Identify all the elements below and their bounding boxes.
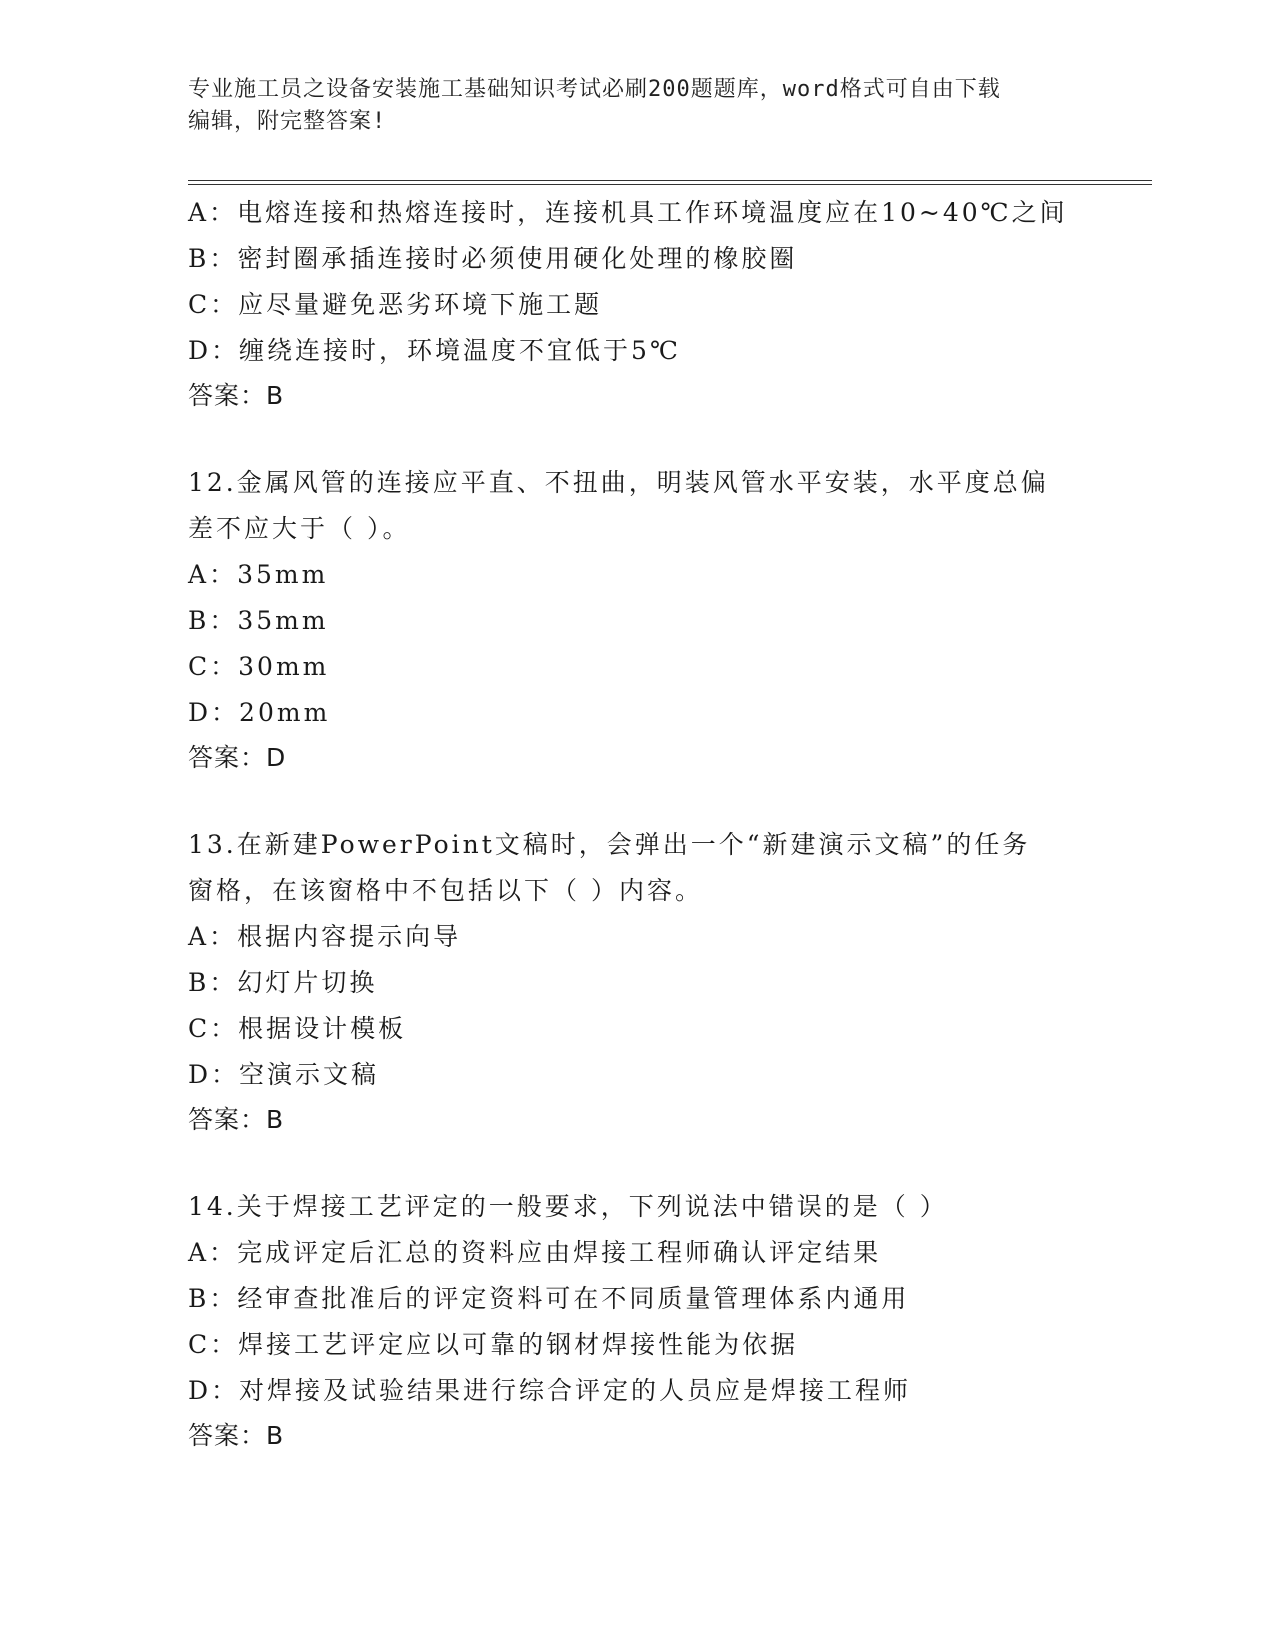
- option-d: D：缠绕连接时，环境温度不宜低于5℃: [188, 336, 681, 365]
- answer-line: 答案：B: [188, 1105, 285, 1134]
- option-c: C：焊接工艺评定应以可靠的钢材焊接性能为依据: [188, 1330, 799, 1359]
- question-list: [188, 190, 1088, 1458]
- option-b: B：35mm: [188, 606, 329, 635]
- question-text: 13.在新建PowerPoint文稿时，会弹出一个“新建演示文稿”的任务: [188, 830, 1031, 859]
- option-a: A：完成评定后汇总的资料应由焊接工程师确认评定结果: [188, 1238, 882, 1267]
- answer-line: 答案：D: [188, 743, 287, 772]
- answer-line: 答案：B: [188, 1421, 285, 1450]
- option-b: B：密封圈承插连接时必须使用硬化处理的橡胶圈: [188, 244, 798, 273]
- header-line-1: 专业施工员之设备安装施工基础知识考试必刷200题题库，word格式可自由下载: [188, 77, 1001, 102]
- option-c: C：根据设计模板: [188, 1014, 407, 1043]
- question-text: 14.关于焊接工艺评定的一般要求，下列说法中错误的是（ ）: [188, 1192, 948, 1221]
- question-text: 窗格，在该窗格中不包括以下（ ）内容。: [188, 876, 703, 905]
- option-a: A：35mm: [188, 560, 329, 589]
- question-block: [188, 822, 1088, 1142]
- question-block: [188, 190, 1088, 418]
- option-a: A：根据内容提示向导: [188, 922, 462, 951]
- header-divider-double: [188, 184, 1152, 185]
- header-divider: [188, 180, 1152, 181]
- question-block: [188, 460, 1088, 780]
- header-line-2: 编辑，附完整答案!: [188, 109, 387, 134]
- question-block: [188, 1184, 1088, 1458]
- question-text: 12.金属风管的连接应平直、不扭曲，明装风管水平安装，水平度总偏: [188, 468, 1049, 497]
- option-d: D：空演示文稿: [188, 1060, 380, 1089]
- question-text: 差不应大于（ ）。: [188, 514, 411, 543]
- page-header: [188, 74, 1088, 138]
- answer-line: 答案：B: [188, 381, 285, 410]
- option-b: B：幻灯片切换: [188, 968, 378, 997]
- option-a: A：电熔连接和热熔连接时，连接机具工作环境温度应在10~40℃之间: [188, 198, 1068, 227]
- option-d: D：对焊接及试验结果进行综合评定的人员应是焊接工程师: [188, 1376, 912, 1405]
- option-d: D：20mm: [188, 698, 331, 727]
- option-c: C：30mm: [188, 652, 330, 681]
- option-b: B：经审查批准后的评定资料可在不同质量管理体系内通用: [188, 1284, 910, 1313]
- option-c: C：应尽量避免恶劣环境下施工题: [188, 290, 603, 319]
